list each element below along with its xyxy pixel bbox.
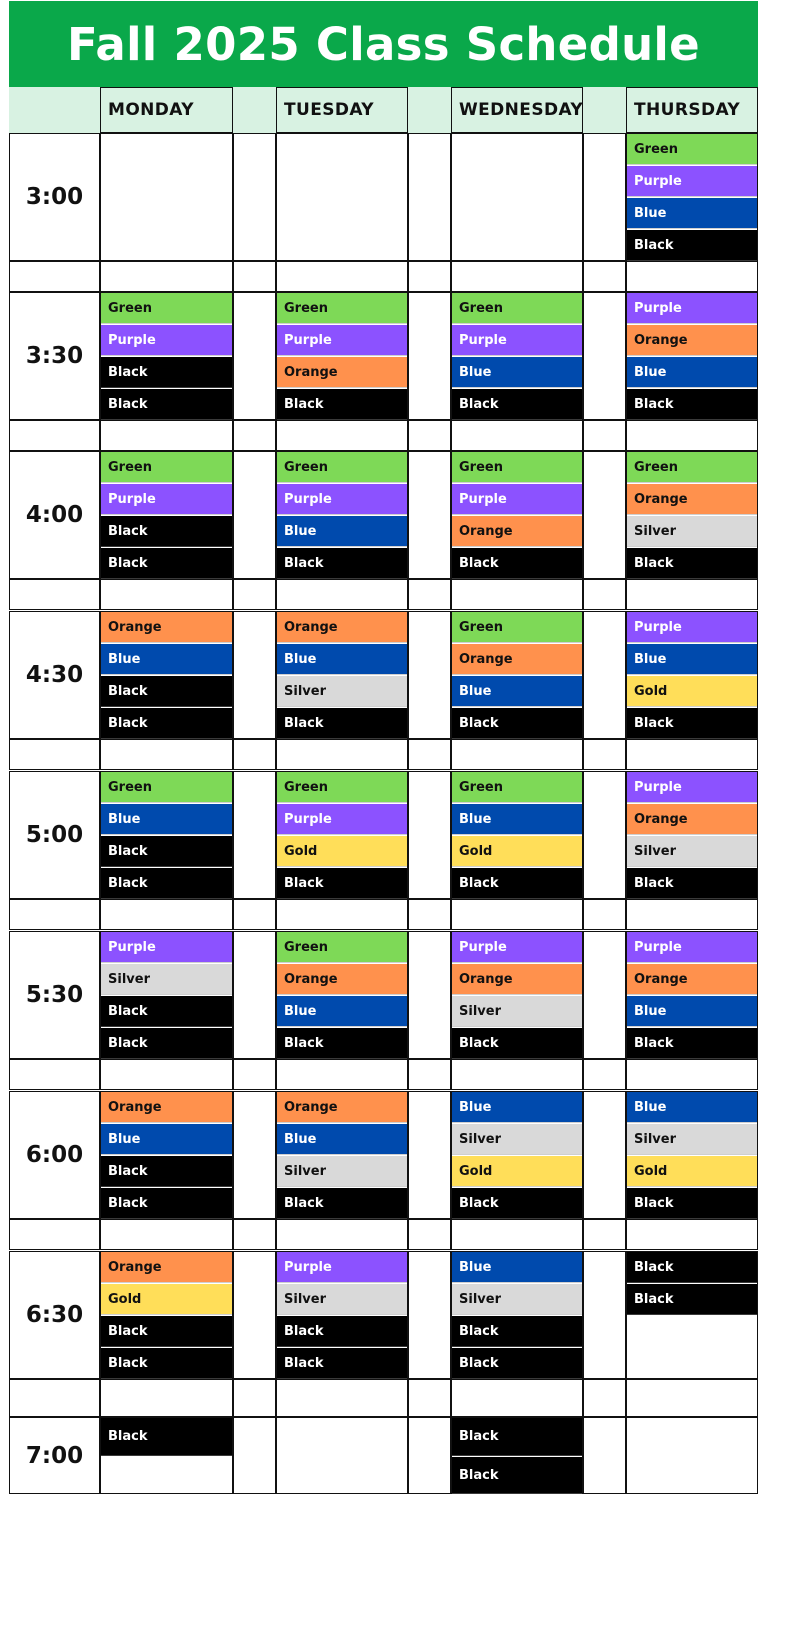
class-chip-black[interactable]: Black [277,548,407,579]
spacer-cell [451,261,583,292]
spacer-cell [276,1059,408,1090]
spacer-cell [626,261,758,292]
schedule-cell [408,451,451,579]
class-chip-blue[interactable]: Blue [101,804,232,835]
class-chip-purple[interactable]: Purple [277,484,407,515]
time-label: 6:00 [25,1142,84,1168]
class-chip-black[interactable]: Black [452,868,582,899]
class-chip-orange[interactable]: Orange [277,964,407,995]
class-chip-black[interactable]: Black [277,1028,407,1059]
schedule-cell [233,771,276,899]
spacer-cell [276,261,408,292]
class-chip-black[interactable]: Black [627,389,757,420]
class-chip-black[interactable]: Black [277,1316,407,1347]
class-chip-purple[interactable]: Purple [627,166,757,197]
spacer-cell [100,1219,233,1250]
spacer-cell [626,1379,758,1417]
schedule-cell [408,292,451,420]
spacer-cell [626,1059,758,1090]
class-chip-black[interactable]: Black [452,1188,582,1219]
schedule-cell [583,1251,626,1379]
schedule-cell [583,1417,626,1494]
class-chip-black[interactable]: Black [277,1348,407,1379]
schedule-cell [408,1417,451,1494]
class-chip-blue[interactable]: Blue [277,1124,407,1155]
spacer-cell [408,739,451,770]
spacer-cell [583,420,626,451]
spacer-cell [408,261,451,292]
class-chip-blue[interactable]: Blue [277,516,407,547]
class-chip-blue[interactable]: Blue [277,644,407,675]
schedule-cell [583,611,626,739]
spacer-cell [233,1059,276,1090]
class-chip-black[interactable]: Black [452,389,582,420]
class-chip-black[interactable]: Black [452,1348,582,1379]
class-chip-blue[interactable]: Blue [627,996,757,1027]
class-chip-blue[interactable]: Blue [101,1124,232,1155]
class-chip-blue[interactable]: Blue [452,1252,582,1283]
spacer-cell [626,899,758,930]
class-chip-black[interactable]: Black [452,1457,582,1494]
spacer-cell [276,1379,408,1417]
class-chip-orange[interactable]: Orange [452,644,582,675]
day-header-monday: MONDAY [100,87,233,133]
class-chip-blue[interactable]: Blue [627,1092,757,1123]
class-chip-black[interactable]: Black [101,1156,232,1187]
class-chip-gold[interactable]: Gold [627,676,757,707]
spacer-cell [408,579,451,610]
class-chip-purple[interactable]: Purple [277,804,407,835]
class-chip-black[interactable]: Black [101,996,232,1027]
class-chip-black[interactable]: Black [101,868,232,899]
schedule-cell [233,451,276,579]
schedule-cell [408,931,451,1059]
schedule-cell [583,771,626,899]
spacer-cell [100,420,233,451]
schedule-cell [233,292,276,420]
class-chip-black[interactable]: Black [452,548,582,579]
schedule-cell [583,931,626,1059]
class-chip-black[interactable]: Black [101,516,232,547]
spacer-cell [9,420,100,451]
spacer-cell [583,579,626,610]
class-chip-orange[interactable]: Orange [627,325,757,356]
class-chip-purple[interactable]: Purple [101,932,232,963]
class-chip-black[interactable]: Black [101,1418,232,1456]
class-chip-green[interactable]: Green [101,452,232,483]
class-chip-blue[interactable]: Blue [452,804,582,835]
class-chip-silver[interactable]: Silver [627,836,757,867]
class-chip-black[interactable]: Black [627,1252,757,1283]
class-chip-purple[interactable]: Purple [101,325,232,356]
class-chip-green[interactable]: Green [627,452,757,483]
class-chip-green[interactable]: Green [452,772,582,803]
class-chip-black[interactable]: Black [277,389,407,420]
day-header-thursday: THURSDAY [626,87,758,133]
class-chip-purple[interactable]: Purple [101,484,232,515]
schedule-cell [583,451,626,579]
class-chip-black[interactable]: Black [101,357,232,388]
spacer-cell [276,420,408,451]
schedule-cell [276,1417,408,1494]
class-chip-silver[interactable]: Silver [452,996,582,1027]
class-chip-purple[interactable]: Purple [627,932,757,963]
class-chip-purple[interactable]: Purple [452,932,582,963]
class-chip-gold[interactable]: Gold [452,836,582,867]
spacer-cell [451,899,583,930]
class-chip-green[interactable]: Green [101,293,232,324]
class-chip-green[interactable]: Green [101,772,232,803]
spacer-cell [408,420,451,451]
class-chip-blue[interactable]: Blue [627,357,757,388]
class-chip-black[interactable]: Black [452,1028,582,1059]
class-chip-orange[interactable]: Orange [101,612,232,643]
time-label: 6:30 [25,1302,84,1328]
class-chip-silver[interactable]: Silver [627,516,757,547]
spacer-cell [100,1059,233,1090]
class-chip-gold[interactable]: Gold [277,836,407,867]
class-chip-blue[interactable]: Blue [452,676,582,707]
spacer-cell [583,261,626,292]
class-chip-green[interactable]: Green [277,452,407,483]
class-chip-green[interactable]: Green [277,772,407,803]
schedule-cell [233,1251,276,1379]
spacer-cell [9,899,100,930]
spacer-cell [276,579,408,610]
class-chip-black[interactable]: Black [452,1316,582,1347]
spacer-cell [626,1219,758,1250]
class-chip-black[interactable]: Black [277,868,407,899]
spacer-cell [233,1379,276,1417]
class-chip-green[interactable]: Green [452,612,582,643]
spacer-cell [451,420,583,451]
class-chip-black[interactable]: Black [627,708,757,739]
spacer-cell [583,1059,626,1090]
spacer-cell [583,1219,626,1250]
class-chip-black[interactable]: Black [627,1188,757,1219]
schedule-cell [276,133,408,261]
class-chip-black[interactable]: Black [101,1028,232,1059]
class-chip-black[interactable]: Black [627,230,757,261]
class-chip-blue[interactable]: Blue [277,996,407,1027]
class-chip-black[interactable]: Black [101,1348,232,1379]
class-chip-black[interactable]: Black [101,389,232,420]
class-chip-purple[interactable]: Purple [627,772,757,803]
spacer-cell [100,739,233,770]
spacer-cell [100,899,233,930]
spacer-cell [626,739,758,770]
class-chip-orange[interactable]: Orange [277,612,407,643]
class-chip-gold[interactable]: Gold [452,1156,582,1187]
spacer-cell [408,1379,451,1417]
class-chip-blue[interactable]: Blue [452,357,582,388]
class-chip-orange[interactable]: Orange [101,1252,232,1283]
spacer-cell [9,261,100,292]
schedule-cell [408,611,451,739]
spacer-cell [408,1219,451,1250]
spacer-cell [233,1219,276,1250]
spacer-cell [451,1059,583,1090]
class-chip-purple[interactable]: Purple [277,1252,407,1283]
class-chip-black[interactable]: Black [627,1284,757,1315]
class-chip-orange[interactable]: Orange [627,804,757,835]
class-chip-black[interactable]: Black [101,676,232,707]
schedule-cell [233,611,276,739]
schedule-cell [583,292,626,420]
spacer-cell [451,1379,583,1417]
time-label: 3:30 [25,343,84,369]
schedule-cell [583,1091,626,1219]
class-chip-orange[interactable]: Orange [277,1092,407,1123]
spacer-cell [451,1219,583,1250]
class-chip-purple[interactable]: Purple [627,612,757,643]
schedule-cell [233,1417,276,1494]
class-chip-gold[interactable]: Gold [627,1156,757,1187]
class-chip-black[interactable]: Black [101,1316,232,1347]
day-header-wednesday: WEDNESDAY [451,87,583,133]
schedule-cell [451,133,583,261]
time-label: 4:30 [25,662,84,688]
day-header-tuesday: TUESDAY [276,87,408,133]
spacer-cell [626,420,758,451]
schedule-title: Fall 2025 Class Schedule [9,1,758,87]
spacer-cell [276,739,408,770]
class-chip-blue[interactable]: Blue [101,644,232,675]
class-chip-silver[interactable]: Silver [101,964,232,995]
time-label: 4:00 [25,502,84,528]
schedule-cell [626,1417,758,1494]
class-chip-black[interactable]: Black [627,548,757,579]
time-label: 5:00 [25,822,84,848]
time-label: 3:00 [25,184,84,210]
schedule-cell [408,1091,451,1219]
spacer-cell [233,261,276,292]
class-chip-blue[interactable]: Blue [627,198,757,229]
spacer-cell [626,579,758,610]
class-chip-blue[interactable]: Blue [452,1092,582,1123]
class-chip-black[interactable]: Black [277,1188,407,1219]
class-chip-black[interactable]: Black [101,708,232,739]
schedule-cell [408,133,451,261]
class-chip-black[interactable]: Black [452,708,582,739]
class-chip-silver[interactable]: Silver [452,1284,582,1315]
spacer-cell [9,1219,100,1250]
class-chip-black[interactable]: Black [627,1028,757,1059]
schedule-cell [233,133,276,261]
schedule-cell [408,771,451,899]
spacer-cell [100,579,233,610]
class-chip-gold[interactable]: Gold [101,1284,232,1315]
class-chip-silver[interactable]: Silver [277,676,407,707]
class-chip-silver[interactable]: Silver [452,1124,582,1155]
class-chip-green[interactable]: Green [627,134,757,165]
class-chip-green[interactable]: Green [277,293,407,324]
spacer-cell [276,1219,408,1250]
class-chip-black[interactable]: Black [627,868,757,899]
class-chip-orange[interactable]: Orange [101,1092,232,1123]
spacer-cell [233,579,276,610]
class-chip-purple[interactable]: Purple [277,325,407,356]
class-chip-black[interactable]: Black [452,1418,582,1456]
time-label: 5:30 [25,982,84,1008]
schedule-cell [233,1091,276,1219]
spacer-cell [9,579,100,610]
spacer-cell [451,739,583,770]
class-chip-black[interactable]: Black [277,708,407,739]
class-chip-orange[interactable]: Orange [627,484,757,515]
spacer-cell [583,739,626,770]
spacer-cell [9,1059,100,1090]
schedule-cell [233,931,276,1059]
class-chip-silver[interactable]: Silver [277,1284,407,1315]
spacer-cell [408,1059,451,1090]
class-chip-purple[interactable]: Purple [452,325,582,356]
spacer-cell [233,739,276,770]
class-chip-black[interactable]: Black [101,1188,232,1219]
class-chip-silver[interactable]: Silver [627,1124,757,1155]
class-chip-orange[interactable]: Orange [627,964,757,995]
schedule-cell [408,1251,451,1379]
time-label: 7:00 [25,1442,84,1469]
class-chip-orange[interactable]: Orange [452,964,582,995]
spacer-cell [583,899,626,930]
spacer-cell [583,1379,626,1417]
spacer-cell [9,1379,100,1417]
class-chip-green[interactable]: Green [452,452,582,483]
spacer-cell [451,579,583,610]
spacer-cell [9,739,100,770]
schedule-cell [583,133,626,261]
spacer-cell [408,899,451,930]
class-chip-blue[interactable]: Blue [627,644,757,675]
class-chip-silver[interactable]: Silver [277,1156,407,1187]
class-chip-orange[interactable]: Orange [452,516,582,547]
schedule-cell [100,133,233,261]
spacer-cell [100,261,233,292]
class-chip-green[interactable]: Green [452,293,582,324]
class-chip-orange[interactable]: Orange [277,357,407,388]
class-chip-black[interactable]: Black [101,548,232,579]
spacer-cell [100,1379,233,1417]
class-chip-black[interactable]: Black [101,836,232,867]
spacer-cell [233,899,276,930]
class-chip-purple[interactable]: Purple [627,293,757,324]
spacer-cell [276,899,408,930]
spacer-cell [233,420,276,451]
class-chip-purple[interactable]: Purple [452,484,582,515]
class-chip-green[interactable]: Green [277,932,407,963]
